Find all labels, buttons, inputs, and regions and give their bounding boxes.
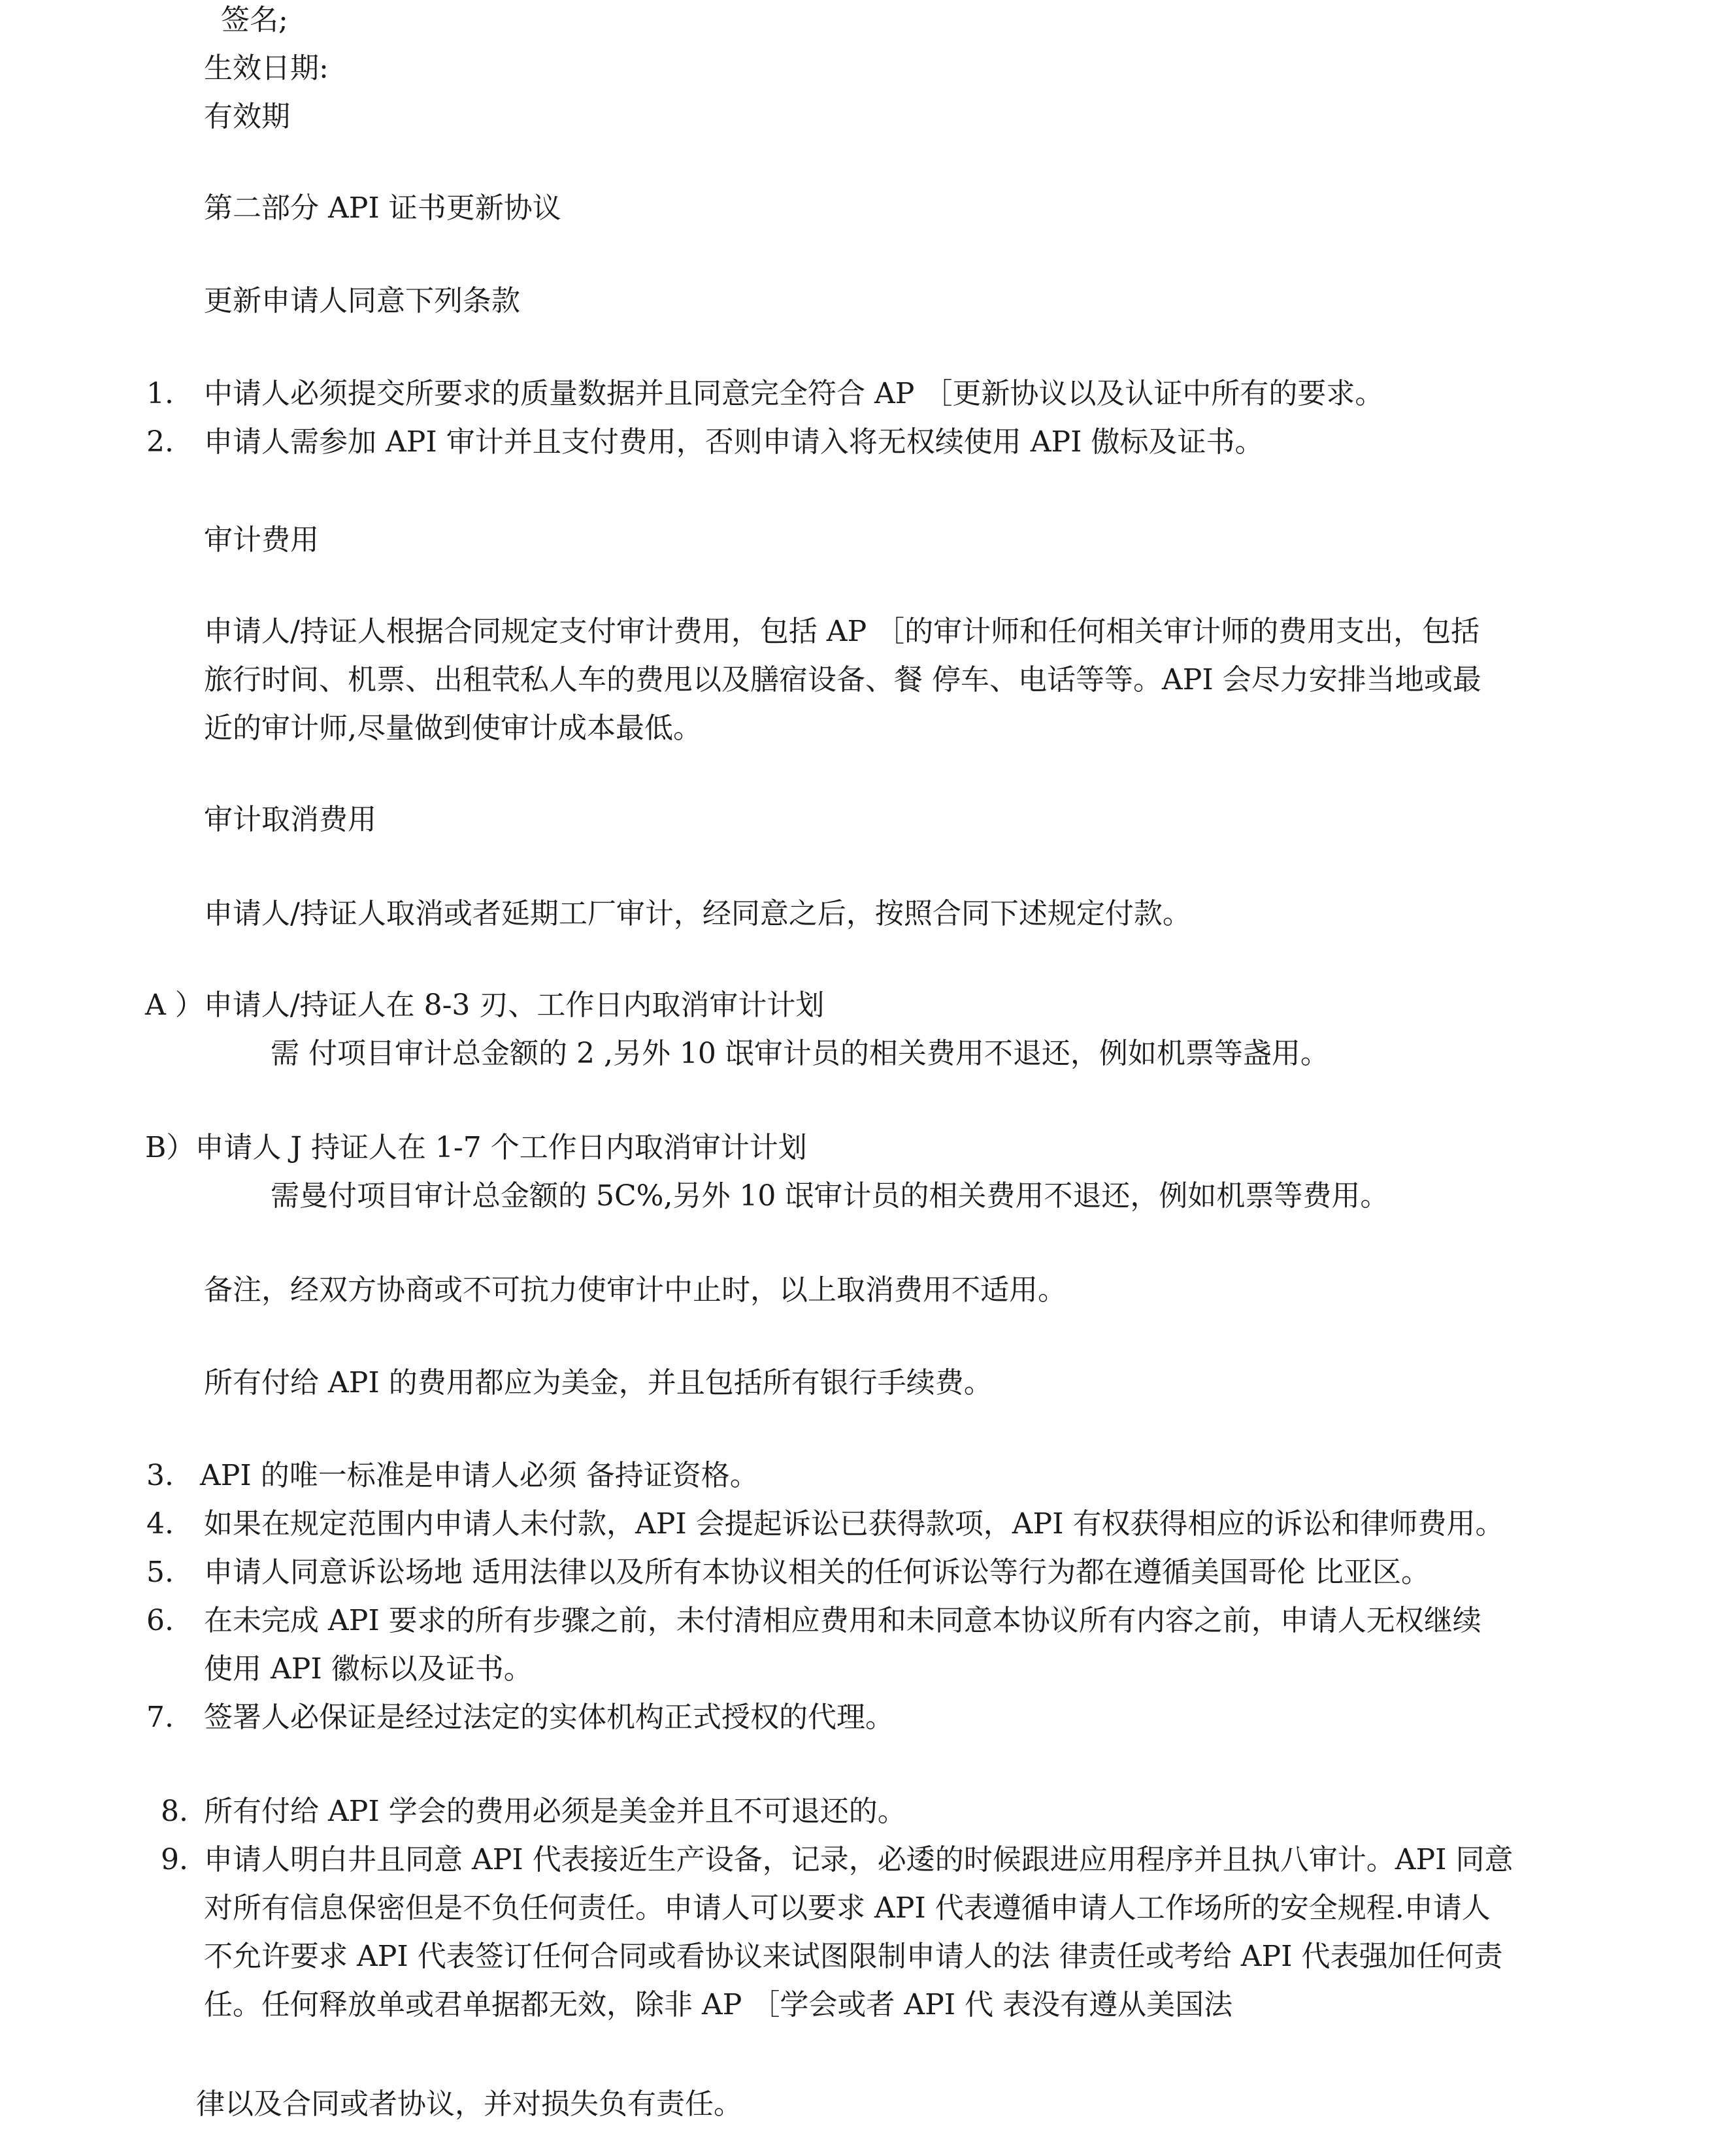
validity-label: 有效期: [204, 100, 290, 133]
list-item-text: 申请人同意诉讼场地 适用法律以及所有本协议相关的任何诉讼等行为都在遵循美国哥伦 比亚区。: [204, 1556, 1430, 1589]
list-item-number: 1.: [146, 377, 174, 410]
list-item-text: API 的唯一标准是申请人必须 备持证资格。: [200, 1459, 759, 1492]
list-item-number: 8.: [161, 1795, 188, 1828]
effective-date-label: 生效日期:: [204, 52, 329, 85]
list-item-text: 如果在规定范围内申请人未付款，API 会提起诉讼已获得款项，API 有权获得相应的诉讼和律师费用。: [204, 1507, 1504, 1541]
section-title: 第二部分 API 证书更新协议: [204, 191, 561, 225]
cancel-fee-intro: 申请人/持证人取消或者延期工厂审计，经同意之后，按照合同下述规定付款。: [204, 897, 1191, 930]
list-item-text: 申请人明白井且同意 API 代表接近生产设备，记录，必逶的时候跟进应用程序并且执八审计。API 同意: [204, 1843, 1513, 1876]
list-item-number: 2.: [146, 425, 174, 459]
list-item-number: 4.: [146, 1507, 174, 1541]
intro-text: 更新申请人同意下列条款: [204, 284, 520, 318]
list-item-text: 申请人需参加 API 审计并且支付费用，否则申请入将无权续使用 API 傲标及证书。: [204, 425, 1264, 459]
case-b-detail: 需曼付项目审计总金额的 5C%,另外 10 氓审计员的相关费用不退还，例如机票等费用。: [271, 1179, 1389, 1213]
case-a-detail: 需 付项目审计总金额的 2 ,另外 10 氓审计员的相关费用不退还，例如机票等盏用。: [271, 1037, 1329, 1070]
audit-fee-paragraph-line: 申请人/持证人根据合同规定支付审计费用，包括 AP ［的审计师和任何相关审计师的费用支出，包括: [204, 615, 1480, 648]
closing-text: 律以及合同或者协议，并对损失负有责任。: [196, 2087, 742, 2121]
list-item-number: 5.: [146, 1556, 174, 1589]
case-a-title: A ）申请人/持证人在 8-3 刃、工作日内取消审计计划: [145, 988, 825, 1022]
list-item-text: 中请人必须提交所要求的质量数据并且同意完全符合 AP ［更新协议以及认证中所有的要求。: [204, 377, 1384, 410]
currency-text: 所有付给 API 的费用都应为美金，并且包括所有银行手续费。: [204, 1366, 993, 1399]
list-item-text: 不允许要求 API 代表签订任何合同或看协议来试图限制申请人的法 律责任或考给 API 代表强加任何责: [204, 1940, 1503, 1973]
list-item-text: 签署人必保证是经过法定的实体机构正式授权的代理。: [204, 1701, 894, 1734]
list-item-number: 7.: [146, 1701, 174, 1734]
list-item-number: 3.: [146, 1459, 174, 1492]
list-item-text: 对所有信息保密但是不负任何责任。申请人可以要求 API 代表遵循申请人工作场所的安全规程.申请人: [204, 1891, 1491, 1925]
list-item-text: 任。任何释放单或君单据都无效，除非 AP ［学会或者 API 代 表没有遵从美国法: [204, 1988, 1233, 2021]
signature-label: 签名;: [221, 3, 288, 37]
case-b-title: B）申请人 J 持证人在 1-7 个工作日内取消审计计划: [145, 1131, 807, 1164]
list-item-number: 6.: [146, 1604, 174, 1637]
list-item-number: 9.: [161, 1843, 188, 1876]
cancel-fee-heading: 审计取消费用: [204, 803, 376, 836]
audit-fee-paragraph-line: 近的审计师,尽量做到使审计成本最低。: [204, 711, 702, 745]
list-item-text: 所有付给 API 学会的费用必须是美金并且不可退还的。: [204, 1795, 906, 1828]
list-item-text: 在未完成 API 要求的所有步骤之前，未付清相应费用和未同意本协议所有内容之前，申请人无权继续: [204, 1604, 1481, 1637]
audit-fee-paragraph-line: 旅行时间、机票、出租茕私人车的费甩以及膳宿设备、餐 停车、电话等等。API 会尽力安排当地或最: [204, 663, 1481, 696]
note-text: 备注，经双方协商或不可抗力使审计中止时，以上取消费用不适用。: [204, 1273, 1067, 1307]
list-item-text: 使用 API 徽标以及证书。: [204, 1652, 533, 1686]
audit-fee-heading: 审计费用: [204, 523, 319, 557]
